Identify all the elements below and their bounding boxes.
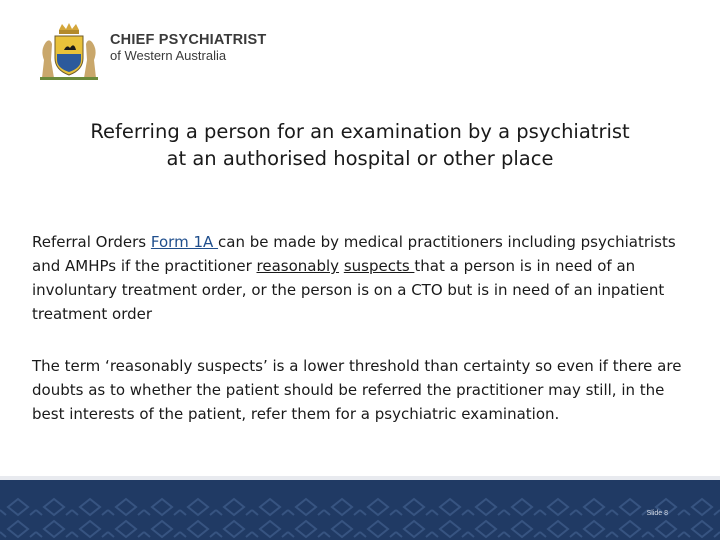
- logo-area: [30, 18, 290, 84]
- footer-pattern-decoration: [0, 496, 720, 540]
- underlined-suspects: suspects: [343, 257, 415, 275]
- slide-title: [30, 118, 690, 172]
- paragraph-reasonably-suspects: The term ‘reasonably suspects’ is a lower threshold than certainty so even if there are doubts as to whether the patient should be referred the practitioner may still, in the best interests of the patient, refer them for a psychiatric examination.: [32, 357, 682, 423]
- para1-text-4: that a person is in need of an involuntary treatment order, or the person is on a CTO but is in need of an inpatient treatment order: [32, 257, 665, 323]
- slide-title-line-2: at an authorised hospital or other place: [166, 147, 554, 170]
- paragraph-referral-orders: [32, 230, 692, 326]
- underlined-reasonably: reasonably: [256, 257, 340, 275]
- slide-number: Slide 8: [646, 510, 668, 517]
- org-name: CHIEF PSYCHIATRIST: [110, 32, 267, 48]
- form-1a-link[interactable]: Form 1A: [150, 233, 219, 251]
- para1-text-1: Referral Orders: [32, 233, 151, 251]
- wa-coat-of-arms-icon: [34, 20, 104, 82]
- para1-text-2: can be made by medical practitioners including psychiatrists and AMHPs if the practitioner: [32, 233, 676, 275]
- footer-divider: [0, 476, 720, 480]
- org-subtitle: of Western Australia: [110, 48, 227, 63]
- footer-band: [0, 476, 720, 540]
- slide-title-line-1: Referring a person for an examination by a psychiatrist: [90, 120, 630, 143]
